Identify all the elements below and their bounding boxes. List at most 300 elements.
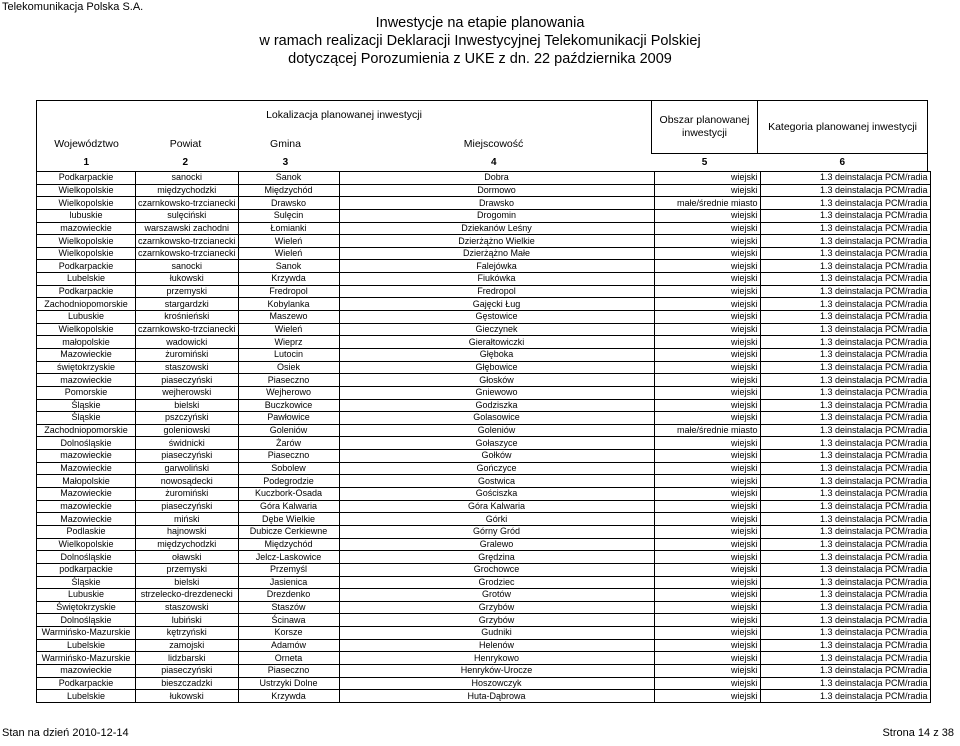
cell-gmina: Góra Kalwaria (238, 500, 339, 513)
cell-miejscowosc: Gołków (339, 450, 654, 463)
table-row (37, 450, 931, 463)
cell-gmina: Sobolew (238, 462, 339, 475)
cell-kategoria: 1.3 deinstalacja PCM/radia (760, 677, 930, 690)
cell-obszar: wiejski (654, 323, 760, 336)
col-number: 4 (490, 156, 497, 168)
table-row (37, 601, 931, 614)
cell-kategoria: 1.3 deinstalacja PCM/radia (760, 197, 930, 210)
cell-kategoria: 1.3 deinstalacja PCM/radia (760, 690, 930, 703)
cell-gmina: Kobylanka (238, 298, 339, 311)
cell-wojewodztwo: mazowieckie (37, 450, 136, 463)
cell-obszar: wiejski (654, 260, 760, 273)
cell-wojewodztwo: mazowieckie (37, 374, 136, 387)
cell-powiat: wadowicki (136, 336, 239, 349)
table-row (37, 323, 931, 336)
cell-miejscowosc: Grzybów (339, 614, 654, 627)
cell-powiat: czarnkowsko-trzcianecki (136, 247, 239, 260)
cell-gmina: Jasienica (238, 576, 339, 589)
col-header-miejscowosc: Miejscowość (463, 138, 524, 150)
cell-kategoria: 1.3 deinstalacja PCM/radia (760, 462, 930, 475)
cell-miejscowosc: Gierałtowiczki (339, 336, 654, 349)
cell-kategoria: 1.3 deinstalacja PCM/radia (760, 513, 930, 526)
cell-kategoria: 1.3 deinstalacja PCM/radia (760, 336, 930, 349)
cell-wojewodztwo: Lubelskie (37, 273, 136, 286)
cell-kategoria: 1.3 deinstalacja PCM/radia (760, 311, 930, 324)
cell-powiat: kętrzyński (136, 627, 239, 640)
cell-obszar: wiejski (654, 576, 760, 589)
cell-obszar: wiejski (654, 361, 760, 374)
table-row (37, 475, 931, 488)
cell-obszar: wiejski (654, 298, 760, 311)
table-row (37, 424, 931, 437)
cell-obszar: wiejski (654, 374, 760, 387)
cell-kategoria: 1.3 deinstalacja PCM/radia (760, 601, 930, 614)
cell-powiat: krośnieński (136, 311, 239, 324)
cell-kategoria: 1.3 deinstalacja PCM/radia (760, 209, 930, 222)
cell-powiat: międzychodzki (136, 184, 239, 197)
data-table (36, 171, 931, 703)
cell-miejscowosc: Drawsko (339, 197, 654, 210)
cell-kategoria: 1.3 deinstalacja PCM/radia (760, 450, 930, 463)
cell-miejscowosc: Goleniów (339, 424, 654, 437)
cell-wojewodztwo: Śląskie (37, 399, 136, 412)
cell-powiat: czarnkowsko-trzcianecki (136, 235, 239, 248)
col-number: 2 (182, 156, 189, 168)
cell-miejscowosc: Dormowo (339, 184, 654, 197)
cell-obszar: wiejski (654, 601, 760, 614)
table-row (37, 639, 931, 652)
cell-powiat: łukowski (136, 273, 239, 286)
cell-kategoria: 1.3 deinstalacja PCM/radia (760, 664, 930, 677)
table-row (37, 538, 931, 551)
col-header-obszar: Obszar planowanej inwestycji (652, 101, 758, 154)
cell-wojewodztwo: Świętokrzyskie (37, 601, 136, 614)
cell-powiat: piaseczyński (136, 500, 239, 513)
cell-gmina: Piaseczno (238, 374, 339, 387)
cell-powiat: lidzbarski (136, 652, 239, 665)
cell-wojewodztwo: Lubelskie (37, 690, 136, 703)
cell-obszar: wiejski (654, 639, 760, 652)
cell-obszar: wiejski (654, 399, 760, 412)
cell-miejscowosc: Dzierżążno Wielkie (339, 235, 654, 248)
col-number: 5 (701, 156, 708, 168)
cell-gmina: Maszewo (238, 311, 339, 324)
cell-gmina: Adamów (238, 639, 339, 652)
cell-kategoria: 1.3 deinstalacja PCM/radia (760, 614, 930, 627)
table-row (37, 412, 931, 425)
cell-obszar: wiejski (654, 273, 760, 286)
cell-wojewodztwo: podkarpackie (37, 563, 136, 576)
table-row (37, 197, 931, 210)
cell-miejscowosc: Dzierżążno Małe (339, 247, 654, 260)
cell-gmina: Żarów (238, 437, 339, 450)
cell-obszar: wiejski (654, 551, 760, 564)
cell-gmina: Pawłowice (238, 412, 339, 425)
cell-wojewodztwo: Lubelskie (37, 639, 136, 652)
cell-miejscowosc: Henrykowo (339, 652, 654, 665)
cell-powiat: miński (136, 513, 239, 526)
cell-wojewodztwo: Zachodniopomorskie (37, 298, 136, 311)
table-row (37, 298, 931, 311)
cell-miejscowosc: Huta-Dąbrowa (339, 690, 654, 703)
cell-gmina: Osiek (238, 361, 339, 374)
cell-miejscowosc: Grodziec (339, 576, 654, 589)
cell-wojewodztwo: mazowieckie (37, 500, 136, 513)
cell-kategoria: 1.3 deinstalacja PCM/radia (760, 589, 930, 602)
cell-obszar: wiejski (654, 627, 760, 640)
title-line-1: Inwestycje na etapie planowania (375, 15, 585, 31)
cell-wojewodztwo: Podkarpackie (37, 172, 136, 185)
table-row (37, 247, 931, 260)
table-row (37, 488, 931, 501)
cell-gmina: Międzychód (238, 184, 339, 197)
cell-powiat: oławski (136, 551, 239, 564)
table-row (37, 690, 931, 703)
cell-miejscowosc: Grotów (339, 589, 654, 602)
cell-obszar: wiejski (654, 209, 760, 222)
table-row (37, 348, 931, 361)
cell-kategoria: 1.3 deinstalacja PCM/radia (760, 627, 930, 640)
cell-wojewodztwo: Śląskie (37, 576, 136, 589)
cell-powiat: garwoliński (136, 462, 239, 475)
col-header-powiat: Powiat (169, 138, 202, 150)
column-numbers-row (37, 154, 928, 171)
cell-kategoria: 1.3 deinstalacja PCM/radia (760, 184, 930, 197)
cell-gmina: Lutocin (238, 348, 339, 361)
cell-wojewodztwo: Wielkopolskie (37, 323, 136, 336)
cell-gmina: Wejherowo (238, 386, 339, 399)
cell-powiat: hajnowski (136, 525, 239, 538)
cell-kategoria: 1.3 deinstalacja PCM/radia (760, 437, 930, 450)
cell-powiat: piaseczyński (136, 450, 239, 463)
cell-kategoria: 1.3 deinstalacja PCM/radia (760, 563, 930, 576)
cell-powiat: stargardzki (136, 298, 239, 311)
cell-powiat: przemyski (136, 563, 239, 576)
cell-obszar: wiejski (654, 500, 760, 513)
cell-miejscowosc: Gęstowice (339, 311, 654, 324)
cell-obszar: wiejski (654, 563, 760, 576)
cell-obszar: wiejski (654, 311, 760, 324)
cell-wojewodztwo: świętokrzyskie (37, 361, 136, 374)
cell-kategoria: 1.3 deinstalacja PCM/radia (760, 576, 930, 589)
cell-miejscowosc: Gończyce (339, 462, 654, 475)
location-group-label: Lokalizacja planowanej inwestycji (266, 109, 422, 121)
table-row (37, 551, 931, 564)
cell-obszar: małe/średnie miasto (654, 197, 760, 210)
cell-gmina: Sanok (238, 172, 339, 185)
cell-obszar: wiejski (654, 690, 760, 703)
cell-powiat: bielski (136, 399, 239, 412)
table-row (37, 576, 931, 589)
cell-miejscowosc: Gostwica (339, 475, 654, 488)
cell-obszar: wiejski (654, 475, 760, 488)
cell-wojewodztwo: Pomorskie (37, 386, 136, 399)
cell-powiat: żuromiński (136, 348, 239, 361)
cell-miejscowosc: Dobra (339, 172, 654, 185)
location-group-header (37, 101, 652, 154)
cell-powiat: łukowski (136, 690, 239, 703)
cell-kategoria: 1.3 deinstalacja PCM/radia (760, 298, 930, 311)
cell-obszar: wiejski (654, 235, 760, 248)
cell-wojewodztwo: Mazowieckie (37, 462, 136, 475)
table-row (37, 589, 931, 602)
cell-wojewodztwo: Podlaskie (37, 525, 136, 538)
cell-gmina: Łomianki (238, 222, 339, 235)
cell-miejscowosc: Godziszka (339, 399, 654, 412)
cell-gmina: Drawsko (238, 197, 339, 210)
cell-powiat: żuromiński (136, 488, 239, 501)
cell-kategoria: 1.3 deinstalacja PCM/radia (760, 361, 930, 374)
cell-gmina: Przemyśl (238, 563, 339, 576)
cell-gmina: Buczkowice (238, 399, 339, 412)
cell-miejscowosc: Fredropol (339, 285, 654, 298)
cell-wojewodztwo: Podkarpackie (37, 677, 136, 690)
cell-wojewodztwo: Dolnośląskie (37, 437, 136, 450)
cell-kategoria: 1.3 deinstalacja PCM/radia (760, 500, 930, 513)
table-row (37, 222, 931, 235)
cell-obszar: wiejski (654, 677, 760, 690)
cell-obszar: wiejski (654, 172, 760, 185)
cell-obszar: wiejski (654, 614, 760, 627)
cell-wojewodztwo: Warmińsko-Mazurskie (37, 627, 136, 640)
cell-miejscowosc: Fiukówka (339, 273, 654, 286)
cell-wojewodztwo: Wielkopolskie (37, 538, 136, 551)
footer-page-number: Strona 14 z 38 (882, 727, 954, 739)
cell-kategoria: 1.3 deinstalacja PCM/radia (760, 285, 930, 298)
cell-powiat: pszczyński (136, 412, 239, 425)
cell-wojewodztwo: Wielkopolskie (37, 197, 136, 210)
col-number: 6 (758, 154, 928, 171)
cell-obszar: wiejski (654, 348, 760, 361)
cell-gmina: Goleniów (238, 424, 339, 437)
table-row (37, 386, 931, 399)
table-row (37, 209, 931, 222)
table-row (37, 513, 931, 526)
cell-powiat: wejherowski (136, 386, 239, 399)
cell-wojewodztwo: Podkarpackie (37, 285, 136, 298)
cell-kategoria: 1.3 deinstalacja PCM/radia (760, 172, 930, 185)
col-number: 3 (282, 156, 289, 168)
table-row (37, 614, 931, 627)
cell-gmina: Wieprz (238, 336, 339, 349)
title-line-3: dotyczącej Porozumienia z UKE z dn. 22 października 2009 (288, 51, 672, 67)
cell-wojewodztwo: Małopolskie (37, 475, 136, 488)
table-row (37, 235, 931, 248)
cell-powiat: staszowski (136, 361, 239, 374)
cell-wojewodztwo: mazowieckie (37, 222, 136, 235)
cell-obszar: wiejski (654, 462, 760, 475)
cell-obszar: wiejski (654, 525, 760, 538)
cell-miejscowosc: Gościszka (339, 488, 654, 501)
table-row (37, 664, 931, 677)
cell-powiat: staszowski (136, 601, 239, 614)
cell-wojewodztwo: Podkarpackie (37, 260, 136, 273)
cell-powiat: czarnkowsko-trzcianecki (136, 197, 239, 210)
cell-miejscowosc: Grędzina (339, 551, 654, 564)
cell-kategoria: 1.3 deinstalacja PCM/radia (760, 386, 930, 399)
cell-obszar: wiejski (654, 336, 760, 349)
table-row (37, 311, 931, 324)
cell-miejscowosc: Golasowice (339, 412, 654, 425)
cell-powiat: międzychodzki (136, 538, 239, 551)
cell-powiat: bieszczadzki (136, 677, 239, 690)
cell-miejscowosc: Grzybów (339, 601, 654, 614)
cell-powiat: warszawski zachodni (136, 222, 239, 235)
cell-obszar: wiejski (654, 247, 760, 260)
cell-kategoria: 1.3 deinstalacja PCM/radia (760, 273, 930, 286)
col-header-wojewodztwo: Województwo (54, 138, 119, 150)
cell-wojewodztwo: Mazowieckie (37, 348, 136, 361)
cell-kategoria: 1.3 deinstalacja PCM/radia (760, 399, 930, 412)
table-row (37, 184, 931, 197)
table-header (36, 100, 928, 171)
cell-kategoria: 1.3 deinstalacja PCM/radia (760, 235, 930, 248)
cell-obszar: wiejski (654, 664, 760, 677)
cell-kategoria: 1.3 deinstalacja PCM/radia (760, 348, 930, 361)
cell-obszar: wiejski (654, 488, 760, 501)
cell-obszar: wiejski (654, 652, 760, 665)
cell-powiat: zamojski (136, 639, 239, 652)
cell-miejscowosc: Dziekanów Leśny (339, 222, 654, 235)
cell-miejscowosc: Głęboka (339, 348, 654, 361)
cell-wojewodztwo: Warmińsko-Mazurskie (37, 652, 136, 665)
cell-obszar: małe/średnie miasto (654, 424, 760, 437)
cell-wojewodztwo: Dolnośląskie (37, 551, 136, 564)
cell-powiat: sulęciński (136, 209, 239, 222)
cell-miejscowosc: Hoszowczyk (339, 677, 654, 690)
cell-gmina: Fredropol (238, 285, 339, 298)
cell-gmina: Krzywda (238, 690, 339, 703)
cell-gmina: Sulęcin (238, 209, 339, 222)
cell-wojewodztwo: Mazowieckie (37, 488, 136, 501)
cell-powiat: goleniowski (136, 424, 239, 437)
cell-gmina: Wieleń (238, 323, 339, 336)
cell-obszar: wiejski (654, 589, 760, 602)
title-line-2: w ramach realizacji Deklaracji Inwestycyjnej Telekomunikacji Polskiej (259, 33, 701, 49)
cell-miejscowosc: Góra Kalwaria (339, 500, 654, 513)
table-row (37, 399, 931, 412)
cell-wojewodztwo: Wielkopolskie (37, 247, 136, 260)
col-header-gmina: Gmina (270, 138, 301, 150)
cell-wojewodztwo: Wielkopolskie (37, 184, 136, 197)
table-row (37, 627, 931, 640)
table-row (37, 652, 931, 665)
cell-powiat: piaseczyński (136, 374, 239, 387)
table-row (37, 677, 931, 690)
table-row (37, 437, 931, 450)
cell-kategoria: 1.3 deinstalacja PCM/radia (760, 222, 930, 235)
col-header-kategoria: Kategoria planowanej inwestycji (758, 101, 928, 154)
cell-gmina: Wieleń (238, 235, 339, 248)
cell-gmina: Ustrzyki Dolne (238, 677, 339, 690)
cell-gmina: Piaseczno (238, 664, 339, 677)
cell-wojewodztwo: Lubuskie (37, 311, 136, 324)
cell-obszar: wiejski (654, 437, 760, 450)
cell-powiat: piaseczyński (136, 664, 239, 677)
cell-kategoria: 1.3 deinstalacja PCM/radia (760, 639, 930, 652)
cell-obszar: wiejski (654, 285, 760, 298)
table-row (37, 374, 931, 387)
table-row (37, 336, 931, 349)
cell-miejscowosc: Falejówka (339, 260, 654, 273)
cell-miejscowosc: Górki (339, 513, 654, 526)
cell-gmina: Dubicze Cerkiewne (238, 525, 339, 538)
cell-miejscowosc: Gudniki (339, 627, 654, 640)
cell-wojewodztwo: Mazowieckie (37, 513, 136, 526)
cell-kategoria: 1.3 deinstalacja PCM/radia (760, 412, 930, 425)
cell-wojewodztwo: Śląskie (37, 412, 136, 425)
cell-kategoria: 1.3 deinstalacja PCM/radia (760, 260, 930, 273)
cell-miejscowosc: Głosków (339, 374, 654, 387)
cell-miejscowosc: Henryków-Urocze (339, 664, 654, 677)
table-row (37, 525, 931, 538)
cell-wojewodztwo: Dolnośląskie (37, 614, 136, 627)
cell-miejscowosc: Grochowce (339, 563, 654, 576)
cell-gmina: Sanok (238, 260, 339, 273)
cell-powiat: nowosądecki (136, 475, 239, 488)
cell-obszar: wiejski (654, 222, 760, 235)
table-row (37, 273, 931, 286)
table-row (37, 285, 931, 298)
company-name: Telekomunikacja Polska S.A. (2, 1, 144, 13)
cell-gmina: Ścinawa (238, 614, 339, 627)
cell-miejscowosc: Głębowice (339, 361, 654, 374)
data-table-body (37, 172, 931, 703)
cell-wojewodztwo: mazowieckie (37, 664, 136, 677)
cell-obszar: wiejski (654, 184, 760, 197)
cell-powiat: przemyski (136, 285, 239, 298)
cell-miejscowosc: Gołaszyce (339, 437, 654, 450)
cell-miejscowosc: Górny Gród (339, 525, 654, 538)
cell-obszar: wiejski (654, 513, 760, 526)
cell-miejscowosc: Gajęcki Ług (339, 298, 654, 311)
cell-wojewodztwo: małopolskie (37, 336, 136, 349)
cell-obszar: wiejski (654, 386, 760, 399)
cell-gmina: Wieleń (238, 247, 339, 260)
table-row (37, 462, 931, 475)
cell-gmina: Drezdenko (238, 589, 339, 602)
cell-powiat: czarnkowsko-trzcianecki (136, 323, 239, 336)
cell-gmina: Krzywda (238, 273, 339, 286)
cell-gmina: Międzychód (238, 538, 339, 551)
cell-miejscowosc: Gieczynek (339, 323, 654, 336)
table-row (37, 563, 931, 576)
cell-kategoria: 1.3 deinstalacja PCM/radia (760, 475, 930, 488)
cell-miejscowosc: Helenów (339, 639, 654, 652)
cell-gmina: Piaseczno (238, 450, 339, 463)
table-row (37, 361, 931, 374)
cell-kategoria: 1.3 deinstalacja PCM/radia (760, 323, 930, 336)
cell-kategoria: 1.3 deinstalacja PCM/radia (760, 652, 930, 665)
cell-gmina: Dębe Wielkie (238, 513, 339, 526)
cell-gmina: Kuczbork-Osada (238, 488, 339, 501)
cell-kategoria: 1.3 deinstalacja PCM/radia (760, 374, 930, 387)
table-row (37, 500, 931, 513)
cell-powiat: sanocki (136, 260, 239, 273)
cell-kategoria: 1.3 deinstalacja PCM/radia (760, 247, 930, 260)
cell-gmina: Staszów (238, 601, 339, 614)
cell-powiat: świdnicki (136, 437, 239, 450)
cell-gmina: Orneta (238, 652, 339, 665)
cell-powiat: strzelecko-drezdenecki (136, 589, 239, 602)
cell-kategoria: 1.3 deinstalacja PCM/radia (760, 538, 930, 551)
cell-obszar: wiejski (654, 538, 760, 551)
cell-kategoria: 1.3 deinstalacja PCM/radia (760, 525, 930, 538)
cell-wojewodztwo: Lubuskie (37, 589, 136, 602)
table-row (37, 260, 931, 273)
cell-miejscowosc: Gralewo (339, 538, 654, 551)
cell-gmina: Podegrodzie (238, 475, 339, 488)
